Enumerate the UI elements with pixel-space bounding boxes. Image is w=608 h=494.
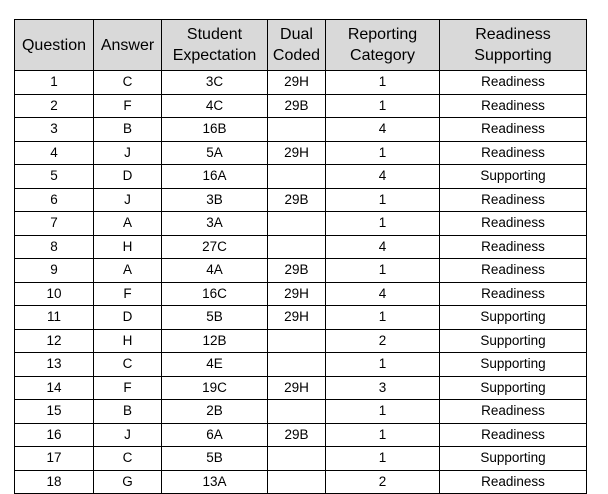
cell-question: 7 bbox=[15, 212, 94, 236]
header-reporting-category: Reporting Category bbox=[326, 20, 440, 71]
header-student-expectation: Student Expectation bbox=[162, 20, 268, 71]
cell-reporting-category: 4 bbox=[326, 118, 440, 142]
cell-student-expectation: 16C bbox=[162, 282, 268, 306]
cell-answer: J bbox=[94, 423, 162, 447]
cell-student-expectation: 27C bbox=[162, 235, 268, 259]
header-answer: Answer bbox=[94, 20, 162, 71]
cell-readiness-supporting: Readiness bbox=[440, 188, 587, 212]
table-row bbox=[15, 259, 587, 283]
cell-answer: F bbox=[94, 282, 162, 306]
cell-dual-coded: 29B bbox=[268, 94, 326, 118]
cell-answer: D bbox=[94, 165, 162, 189]
table-row bbox=[15, 94, 587, 118]
header-dual-coded: Dual Coded bbox=[268, 20, 326, 71]
cell-readiness-supporting: Readiness bbox=[440, 212, 587, 236]
cell-readiness-supporting: Readiness bbox=[440, 423, 587, 447]
cell-readiness-supporting: Readiness bbox=[440, 118, 587, 142]
cell-student-expectation: 2B bbox=[162, 400, 268, 424]
cell-student-expectation: 5B bbox=[162, 447, 268, 471]
cell-dual-coded: 29H bbox=[268, 71, 326, 95]
cell-student-expectation: 4C bbox=[162, 94, 268, 118]
table-row bbox=[15, 376, 587, 400]
cell-readiness-supporting: Readiness bbox=[440, 94, 587, 118]
cell-dual-coded: 29B bbox=[268, 188, 326, 212]
answer-key-table-container bbox=[14, 19, 587, 494]
cell-answer: D bbox=[94, 306, 162, 330]
table-row bbox=[15, 282, 587, 306]
cell-answer: B bbox=[94, 118, 162, 142]
table-row bbox=[15, 235, 587, 259]
cell-answer: C bbox=[94, 447, 162, 471]
cell-readiness-supporting: Readiness bbox=[440, 141, 587, 165]
cell-dual-coded: 29B bbox=[268, 423, 326, 447]
cell-dual-coded bbox=[268, 447, 326, 471]
cell-reporting-category: 2 bbox=[326, 470, 440, 494]
cell-question: 2 bbox=[15, 94, 94, 118]
cell-readiness-supporting: Supporting bbox=[440, 165, 587, 189]
header-readiness-supporting: Readiness Supporting bbox=[440, 20, 587, 71]
cell-readiness-supporting: Supporting bbox=[440, 376, 587, 400]
cell-dual-coded: 29H bbox=[268, 282, 326, 306]
table-row bbox=[15, 165, 587, 189]
cell-readiness-supporting: Supporting bbox=[440, 447, 587, 471]
cell-dual-coded: 29H bbox=[268, 376, 326, 400]
cell-question: 1 bbox=[15, 71, 94, 95]
cell-question: 17 bbox=[15, 447, 94, 471]
cell-readiness-supporting: Readiness bbox=[440, 470, 587, 494]
cell-question: 8 bbox=[15, 235, 94, 259]
cell-readiness-supporting: Readiness bbox=[440, 400, 587, 424]
table-row bbox=[15, 470, 587, 494]
cell-dual-coded bbox=[268, 165, 326, 189]
cell-dual-coded bbox=[268, 353, 326, 377]
table-row bbox=[15, 306, 587, 330]
header-row bbox=[15, 20, 587, 71]
cell-reporting-category: 2 bbox=[326, 329, 440, 353]
table-row bbox=[15, 353, 587, 377]
cell-reporting-category: 4 bbox=[326, 282, 440, 306]
cell-student-expectation: 6A bbox=[162, 423, 268, 447]
cell-dual-coded bbox=[268, 329, 326, 353]
cell-reporting-category: 1 bbox=[326, 71, 440, 95]
cell-question: 4 bbox=[15, 141, 94, 165]
table-row bbox=[15, 329, 587, 353]
cell-answer: A bbox=[94, 212, 162, 236]
cell-student-expectation: 3C bbox=[162, 71, 268, 95]
cell-reporting-category: 1 bbox=[326, 188, 440, 212]
table-row bbox=[15, 188, 587, 212]
cell-student-expectation: 4E bbox=[162, 353, 268, 377]
cell-question: 5 bbox=[15, 165, 94, 189]
cell-dual-coded bbox=[268, 470, 326, 494]
answer-key-table bbox=[14, 19, 587, 494]
cell-dual-coded bbox=[268, 212, 326, 236]
cell-reporting-category: 1 bbox=[326, 306, 440, 330]
cell-question: 14 bbox=[15, 376, 94, 400]
cell-question: 16 bbox=[15, 423, 94, 447]
cell-reporting-category: 1 bbox=[326, 423, 440, 447]
cell-answer: H bbox=[94, 329, 162, 353]
cell-student-expectation: 13A bbox=[162, 470, 268, 494]
cell-question: 9 bbox=[15, 259, 94, 283]
cell-question: 10 bbox=[15, 282, 94, 306]
cell-student-expectation: 5B bbox=[162, 306, 268, 330]
cell-student-expectation: 19C bbox=[162, 376, 268, 400]
cell-reporting-category: 1 bbox=[326, 94, 440, 118]
table-row bbox=[15, 400, 587, 424]
cell-readiness-supporting: Readiness bbox=[440, 235, 587, 259]
cell-reporting-category: 1 bbox=[326, 141, 440, 165]
cell-reporting-category: 1 bbox=[326, 447, 440, 471]
table-row bbox=[15, 141, 587, 165]
cell-reporting-category: 1 bbox=[326, 259, 440, 283]
table-row bbox=[15, 423, 587, 447]
cell-reporting-category: 1 bbox=[326, 400, 440, 424]
header-question: Question bbox=[15, 20, 94, 71]
cell-question: 12 bbox=[15, 329, 94, 353]
cell-dual-coded bbox=[268, 118, 326, 142]
cell-question: 3 bbox=[15, 118, 94, 142]
cell-readiness-supporting: Readiness bbox=[440, 259, 587, 283]
cell-answer: C bbox=[94, 353, 162, 377]
cell-question: 6 bbox=[15, 188, 94, 212]
cell-student-expectation: 16A bbox=[162, 165, 268, 189]
cell-question: 11 bbox=[15, 306, 94, 330]
table-header bbox=[15, 20, 587, 71]
cell-answer: G bbox=[94, 470, 162, 494]
cell-reporting-category: 4 bbox=[326, 235, 440, 259]
cell-student-expectation: 12B bbox=[162, 329, 268, 353]
cell-answer: C bbox=[94, 71, 162, 95]
cell-readiness-supporting: Supporting bbox=[440, 306, 587, 330]
cell-dual-coded: 29H bbox=[268, 141, 326, 165]
cell-question: 15 bbox=[15, 400, 94, 424]
cell-question: 13 bbox=[15, 353, 94, 377]
cell-reporting-category: 4 bbox=[326, 165, 440, 189]
cell-answer: J bbox=[94, 141, 162, 165]
cell-dual-coded: 29B bbox=[268, 259, 326, 283]
cell-student-expectation: 5A bbox=[162, 141, 268, 165]
cell-dual-coded bbox=[268, 400, 326, 424]
cell-answer: B bbox=[94, 400, 162, 424]
cell-answer: F bbox=[94, 94, 162, 118]
table-row bbox=[15, 118, 587, 142]
table-row bbox=[15, 447, 587, 471]
cell-readiness-supporting: Readiness bbox=[440, 71, 587, 95]
cell-reporting-category: 1 bbox=[326, 353, 440, 377]
cell-student-expectation: 3B bbox=[162, 188, 268, 212]
cell-answer: F bbox=[94, 376, 162, 400]
cell-readiness-supporting: Supporting bbox=[440, 329, 587, 353]
cell-dual-coded bbox=[268, 235, 326, 259]
table-row bbox=[15, 212, 587, 236]
cell-student-expectation: 16B bbox=[162, 118, 268, 142]
table-body bbox=[15, 71, 587, 494]
cell-readiness-supporting: Readiness bbox=[440, 282, 587, 306]
cell-reporting-category: 3 bbox=[326, 376, 440, 400]
cell-answer: H bbox=[94, 235, 162, 259]
cell-answer: J bbox=[94, 188, 162, 212]
cell-dual-coded: 29H bbox=[268, 306, 326, 330]
cell-reporting-category: 1 bbox=[326, 212, 440, 236]
table-row bbox=[15, 71, 587, 95]
cell-readiness-supporting: Supporting bbox=[440, 353, 587, 377]
cell-student-expectation: 3A bbox=[162, 212, 268, 236]
cell-question: 18 bbox=[15, 470, 94, 494]
cell-answer: A bbox=[94, 259, 162, 283]
cell-student-expectation: 4A bbox=[162, 259, 268, 283]
